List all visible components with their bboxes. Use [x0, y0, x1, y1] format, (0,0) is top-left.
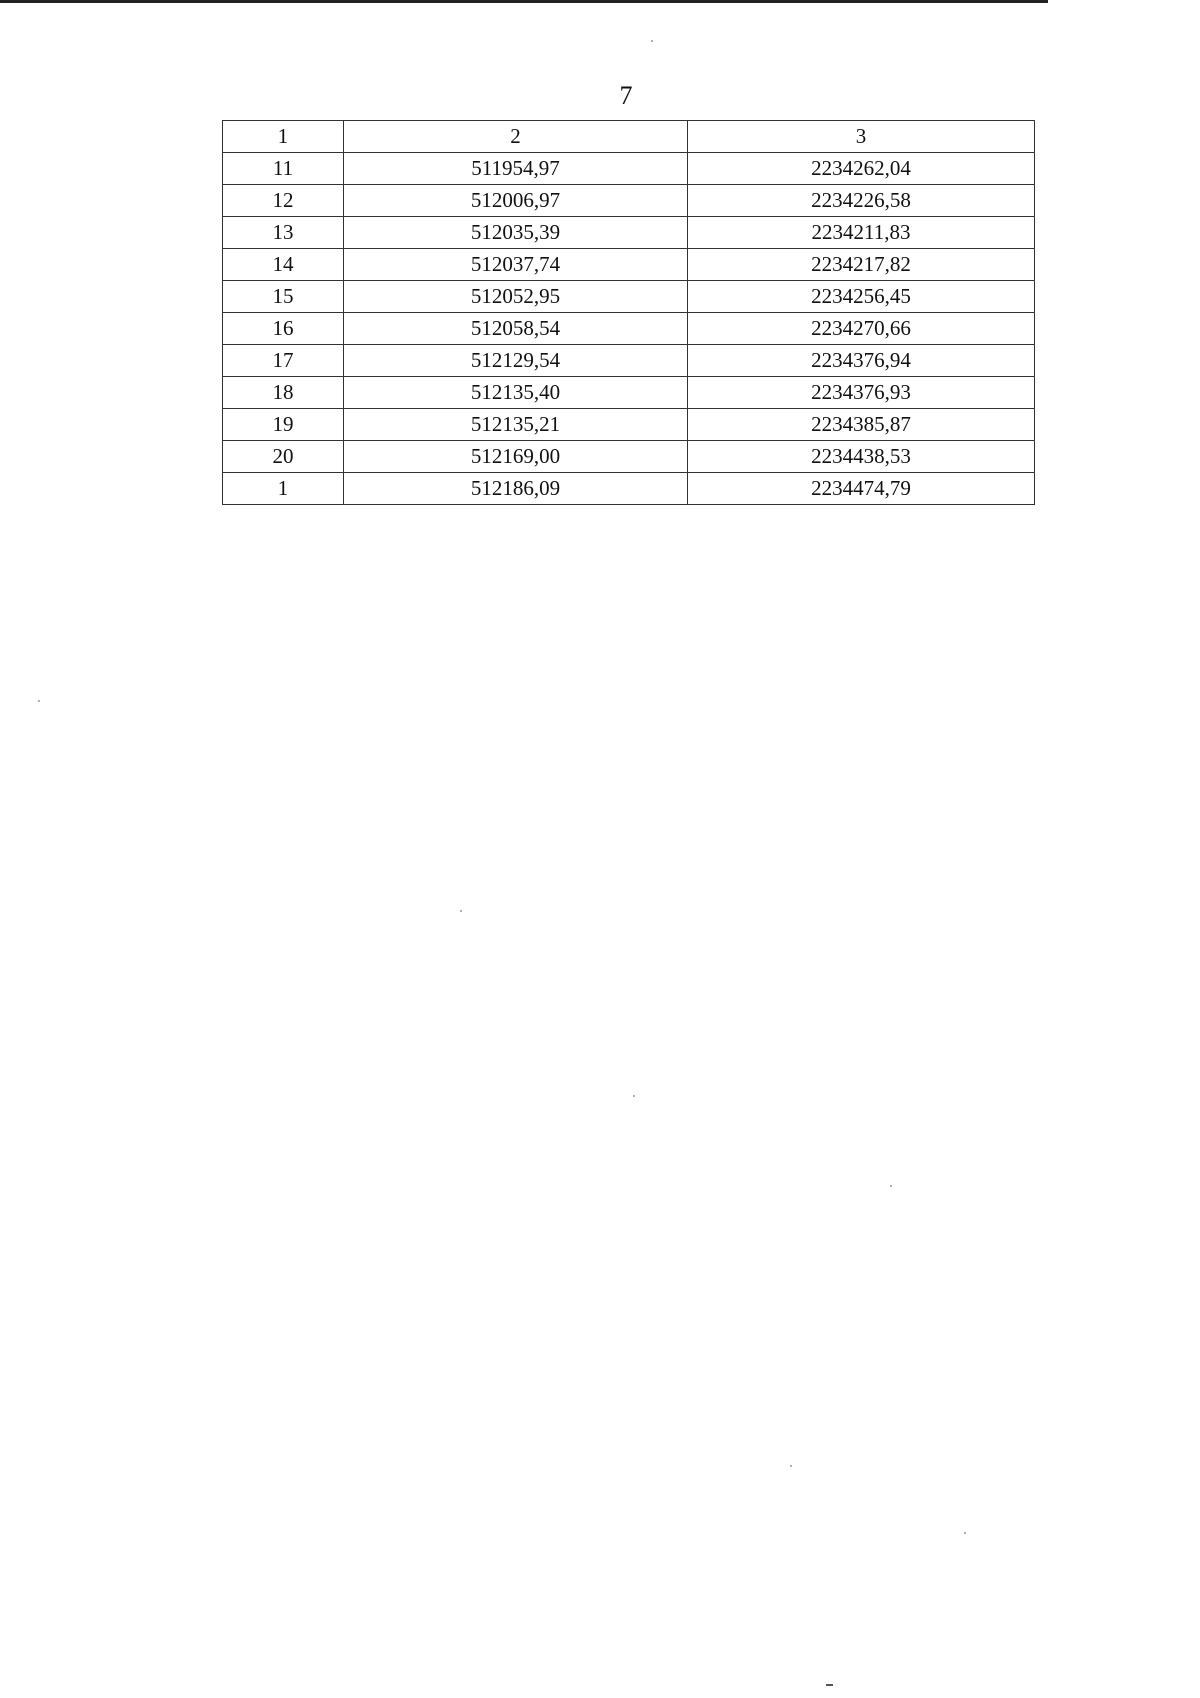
table-cell-col-2: 512037,74	[344, 249, 688, 281]
table-row	[223, 185, 1035, 217]
table-cell-col-3: 2234438,53	[688, 441, 1035, 473]
table-cell-col-2: 511954,97	[344, 153, 688, 185]
table-cell-col-3: 2234211,83	[688, 217, 1035, 249]
table-row	[223, 217, 1035, 249]
table-header-row	[223, 121, 1035, 153]
table-cell-col-3: 2234376,93	[688, 377, 1035, 409]
table-cell-col-1: 14	[223, 249, 344, 281]
scan-top-edge	[0, 0, 1048, 3]
table-cell-col-1: 16	[223, 313, 344, 345]
table-cell-col-2: 512135,40	[344, 377, 688, 409]
page-number: 7	[619, 81, 633, 110]
table-cell-col-3: 2234256,45	[688, 281, 1035, 313]
table-cell-col-3: 2234262,04	[688, 153, 1035, 185]
table-row	[223, 313, 1035, 345]
scan-speck	[790, 1465, 792, 1467]
table-cell-col-1: 1	[223, 473, 344, 505]
scan-speck	[964, 1532, 966, 1534]
table-cell-col-1: 11	[223, 153, 344, 185]
table-cell-col-3: 2234376,94	[688, 345, 1035, 377]
table-cell-col-1: 18	[223, 377, 344, 409]
table-cell-col-2: 512129,54	[344, 345, 688, 377]
table-cell-col-1: 15	[223, 281, 344, 313]
header-cell-1: 1	[223, 121, 344, 153]
table-cell-col-2: 512186,09	[344, 473, 688, 505]
table-cell-col-3: 2234217,82	[688, 249, 1035, 281]
scan-speck	[38, 700, 40, 702]
table-cell-col-2: 512135,21	[344, 409, 688, 441]
table-row	[223, 377, 1035, 409]
table-cell-col-3: 2234474,79	[688, 473, 1035, 505]
table-row	[223, 281, 1035, 313]
table-cell-col-1: 13	[223, 217, 344, 249]
table-row	[223, 441, 1035, 473]
coordinates-table	[222, 120, 1035, 505]
scan-speck	[460, 910, 462, 912]
scan-speck	[890, 1185, 892, 1187]
header-cell-2: 2	[344, 121, 688, 153]
scan-speck	[633, 1095, 635, 1097]
table-cell-col-1: 19	[223, 409, 344, 441]
table-cell-col-1: 12	[223, 185, 344, 217]
table-cell-col-2: 512058,54	[344, 313, 688, 345]
scan-speck	[651, 40, 653, 42]
table-row	[223, 345, 1035, 377]
table-cell-col-2: 512052,95	[344, 281, 688, 313]
header-cell-3: 3	[688, 121, 1035, 153]
table-cell-col-2: 512169,00	[344, 441, 688, 473]
scan-mark	[826, 1684, 833, 1686]
table-cell-col-2: 512035,39	[344, 217, 688, 249]
table-cell-col-1: 20	[223, 441, 344, 473]
table-body	[223, 121, 1035, 505]
table-cell-col-3: 2234270,66	[688, 313, 1035, 345]
table-row	[223, 153, 1035, 185]
table-row	[223, 473, 1035, 505]
table-cell-col-1: 17	[223, 345, 344, 377]
table-cell-col-3: 2234226,58	[688, 185, 1035, 217]
table-row	[223, 409, 1035, 441]
table-cell-col-3: 2234385,87	[688, 409, 1035, 441]
table-cell-col-2: 512006,97	[344, 185, 688, 217]
table-row	[223, 249, 1035, 281]
